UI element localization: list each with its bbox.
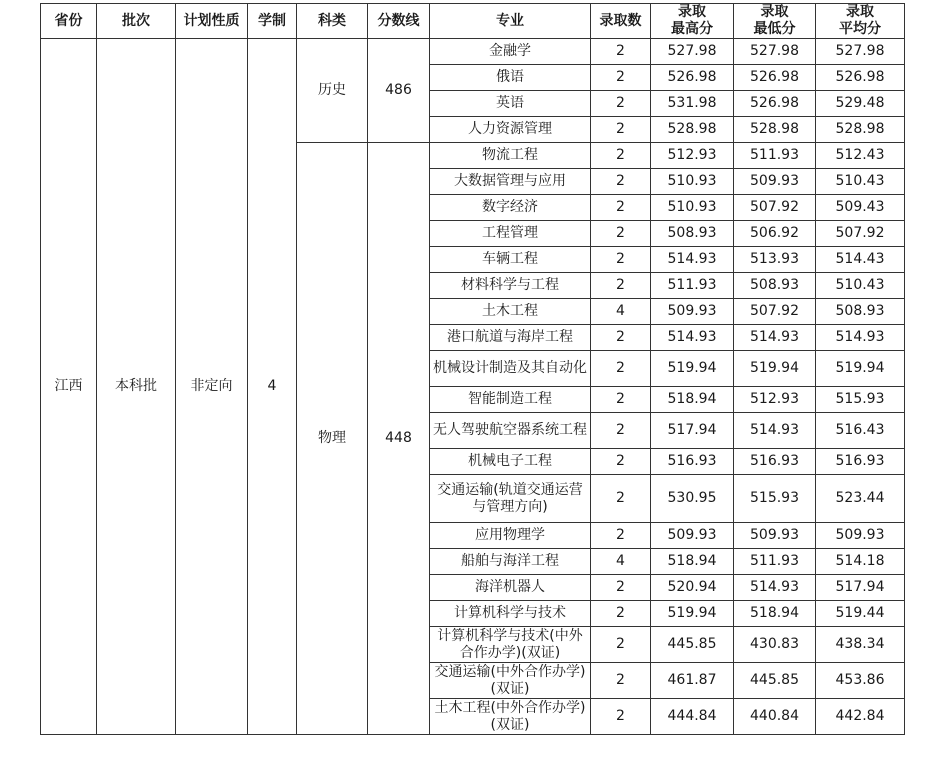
max-score-cell: 514.93	[651, 247, 734, 273]
major-cell: 交通运输(中外合作办学)(双证)	[430, 663, 591, 699]
admitted-cell: 2	[591, 387, 651, 413]
admitted-cell: 2	[591, 91, 651, 117]
header-major: 专业	[430, 4, 591, 39]
major-cell: 计算机科学与技术(中外合作办学)(双证)	[430, 627, 591, 663]
header-province: 省份	[41, 4, 97, 39]
major-cell: 港口航道与海岸工程	[430, 325, 591, 351]
major-cell: 土木工程(中外合作办学)(双证)	[430, 699, 591, 735]
max-score-cell: 530.95	[651, 475, 734, 523]
header-admitted: 录取数	[591, 4, 651, 39]
avg-score-cell: 509.43	[816, 195, 905, 221]
admitted-cell: 2	[591, 413, 651, 449]
admitted-cell: 2	[591, 523, 651, 549]
header-max-score-line1: 录取	[678, 4, 706, 20]
avg-score-cell: 508.93	[816, 299, 905, 325]
min-score-cell: 514.93	[734, 575, 816, 601]
avg-score-cell: 514.43	[816, 247, 905, 273]
header-min-score-line1: 录取	[760, 4, 789, 20]
max-score-cell: 527.98	[651, 39, 734, 65]
min-score-cell: 515.93	[734, 475, 816, 523]
major-cell: 车辆工程	[430, 247, 591, 273]
min-score-cell: 516.93	[734, 449, 816, 475]
avg-score-cell: 526.98	[816, 65, 905, 91]
table-row	[41, 39, 905, 65]
min-score-cell: 506.92	[734, 221, 816, 247]
major-cell: 计算机科学与技术	[430, 601, 591, 627]
major-cell: 大数据管理与应用	[430, 169, 591, 195]
avg-score-cell: 507.92	[816, 221, 905, 247]
subject-cell: 物理	[297, 143, 368, 735]
admitted-cell: 2	[591, 143, 651, 169]
min-score-cell: 526.98	[734, 65, 816, 91]
header-min-score	[734, 4, 816, 39]
min-score-cell: 519.94	[734, 351, 816, 387]
max-score-cell: 509.93	[651, 523, 734, 549]
admission-score-table	[40, 3, 905, 735]
min-score-cell: 440.84	[734, 699, 816, 735]
avg-score-cell: 519.94	[816, 351, 905, 387]
max-score-cell: 518.94	[651, 387, 734, 413]
min-score-cell: 527.98	[734, 39, 816, 65]
avg-score-cell: 510.43	[816, 273, 905, 299]
admitted-cell: 2	[591, 351, 651, 387]
major-cell: 金融学	[430, 39, 591, 65]
min-score-cell: 518.94	[734, 601, 816, 627]
admitted-cell: 2	[591, 325, 651, 351]
max-score-cell: 509.93	[651, 299, 734, 325]
max-score-cell: 518.94	[651, 549, 734, 575]
major-cell: 机械电子工程	[430, 449, 591, 475]
min-score-cell: 507.92	[734, 195, 816, 221]
avg-score-cell: 519.44	[816, 601, 905, 627]
min-score-cell: 508.93	[734, 273, 816, 299]
header-min-score-line2: 最低分	[753, 21, 796, 37]
subject-cell: 历史	[297, 39, 368, 143]
admitted-cell: 2	[591, 117, 651, 143]
admitted-cell: 2	[591, 273, 651, 299]
min-score-cell: 509.93	[734, 169, 816, 195]
table-body	[41, 39, 905, 735]
major-cell: 交通运输(轨道交通运营与管理方向)	[430, 475, 591, 523]
header-plan-type: 计划性质	[176, 4, 248, 39]
avg-score-cell: 529.48	[816, 91, 905, 117]
avg-score-cell: 509.93	[816, 523, 905, 549]
admitted-cell: 2	[591, 247, 651, 273]
min-score-cell: 513.93	[734, 247, 816, 273]
admitted-cell: 4	[591, 299, 651, 325]
province-cell: 江西	[41, 39, 97, 735]
admitted-cell: 2	[591, 169, 651, 195]
header-max-score-line2: 最高分	[671, 21, 713, 37]
min-score-cell: 430.83	[734, 627, 816, 663]
admitted-cell: 2	[591, 663, 651, 699]
batch-cell: 本科批	[97, 39, 176, 735]
duration-cell: 4	[248, 39, 297, 735]
major-cell: 英语	[430, 91, 591, 117]
avg-score-cell: 517.94	[816, 575, 905, 601]
major-cell: 工程管理	[430, 221, 591, 247]
admitted-cell: 2	[591, 195, 651, 221]
avg-score-cell: 516.43	[816, 413, 905, 449]
admitted-cell: 2	[591, 65, 651, 91]
plan-type-cell: 非定向	[176, 39, 248, 735]
max-score-cell: 508.93	[651, 221, 734, 247]
header-duration: 学制	[248, 4, 297, 39]
avg-score-cell: 438.34	[816, 627, 905, 663]
max-score-cell: 461.87	[651, 663, 734, 699]
major-cell: 应用物理学	[430, 523, 591, 549]
major-cell: 船舶与海洋工程	[430, 549, 591, 575]
avg-score-cell: 515.93	[816, 387, 905, 413]
major-cell: 人力资源管理	[430, 117, 591, 143]
major-cell: 无人驾驶航空器系统工程	[430, 413, 591, 449]
cutoff-cell: 486	[368, 39, 430, 143]
max-score-cell: 511.93	[651, 273, 734, 299]
min-score-cell: 511.93	[734, 143, 816, 169]
max-score-cell: 528.98	[651, 117, 734, 143]
major-cell: 俄语	[430, 65, 591, 91]
header-avg-score-line2: 平均分	[839, 21, 881, 37]
max-score-cell: 519.94	[651, 351, 734, 387]
min-score-cell: 528.98	[734, 117, 816, 143]
major-cell: 土木工程	[430, 299, 591, 325]
major-cell: 物流工程	[430, 143, 591, 169]
max-score-cell: 512.93	[651, 143, 734, 169]
header-cutoff: 分数线	[368, 4, 430, 39]
avg-score-cell: 514.93	[816, 325, 905, 351]
min-score-cell: 445.85	[734, 663, 816, 699]
max-score-cell: 510.93	[651, 169, 734, 195]
admitted-cell: 2	[591, 221, 651, 247]
avg-score-cell: 512.43	[816, 143, 905, 169]
min-score-cell: 512.93	[734, 387, 816, 413]
min-score-cell: 526.98	[734, 91, 816, 117]
min-score-cell: 507.92	[734, 299, 816, 325]
min-score-cell: 509.93	[734, 523, 816, 549]
max-score-cell: 514.93	[651, 325, 734, 351]
header-max-score	[651, 4, 734, 39]
avg-score-cell: 528.98	[816, 117, 905, 143]
admitted-cell: 2	[591, 601, 651, 627]
admitted-cell: 4	[591, 549, 651, 575]
admitted-cell: 2	[591, 39, 651, 65]
avg-score-cell: 442.84	[816, 699, 905, 735]
min-score-cell: 514.93	[734, 325, 816, 351]
max-score-cell: 526.98	[651, 65, 734, 91]
max-score-cell: 516.93	[651, 449, 734, 475]
avg-score-cell: 523.44	[816, 475, 905, 523]
max-score-cell: 519.94	[651, 601, 734, 627]
major-cell: 数字经济	[430, 195, 591, 221]
avg-score-cell: 510.43	[816, 169, 905, 195]
header-avg-score-line1: 录取	[846, 4, 874, 20]
max-score-cell: 510.93	[651, 195, 734, 221]
admitted-cell: 2	[591, 475, 651, 523]
min-score-cell: 511.93	[734, 549, 816, 575]
header-avg-score	[816, 4, 905, 39]
header-batch: 批次	[97, 4, 176, 39]
min-score-cell: 514.93	[734, 413, 816, 449]
major-cell: 海洋机器人	[430, 575, 591, 601]
avg-score-cell: 527.98	[816, 39, 905, 65]
max-score-cell: 531.98	[651, 91, 734, 117]
major-cell: 机械设计制造及其自动化	[430, 351, 591, 387]
max-score-cell: 444.84	[651, 699, 734, 735]
admitted-cell: 2	[591, 627, 651, 663]
avg-score-cell: 453.86	[816, 663, 905, 699]
admitted-cell: 2	[591, 699, 651, 735]
header-row	[41, 4, 905, 39]
max-score-cell: 445.85	[651, 627, 734, 663]
avg-score-cell: 516.93	[816, 449, 905, 475]
cutoff-cell: 448	[368, 143, 430, 735]
header-subject: 科类	[297, 4, 368, 39]
avg-score-cell: 514.18	[816, 549, 905, 575]
major-cell: 材料科学与工程	[430, 273, 591, 299]
admitted-cell: 2	[591, 575, 651, 601]
major-cell: 智能制造工程	[430, 387, 591, 413]
max-score-cell: 517.94	[651, 413, 734, 449]
admitted-cell: 2	[591, 449, 651, 475]
max-score-cell: 520.94	[651, 575, 734, 601]
